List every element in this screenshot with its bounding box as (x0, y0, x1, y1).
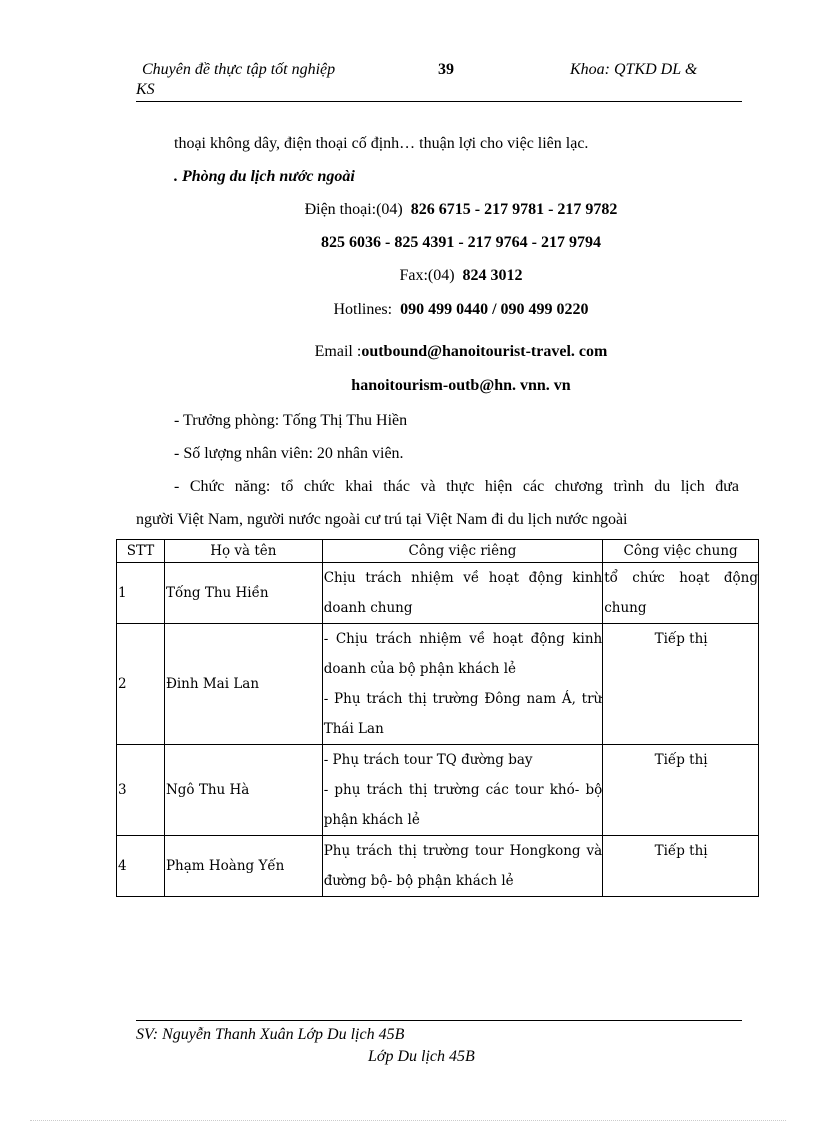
manager-line: - Trưởng phòng: Tống Thị Thu Hiền (174, 412, 408, 429)
hotline-line (136, 299, 786, 321)
cell-own-work: - Phụ trách tour TQ đường bay - phụ trách thị trường các tour khó- bộ phận khách lẻ (322, 745, 603, 836)
col-header-name: Họ và tên (164, 540, 322, 563)
section-title: . Phòng du lịch nước ngoài (174, 168, 355, 185)
function-line-1: - Chức năng: tổ chức khai thác và thực hiện các chương trình du lịch đưa (174, 478, 739, 495)
email-1: outbound@hanoitourist-travel. com (361, 343, 608, 360)
cell-name: Tống Thu Hiền (164, 563, 322, 624)
paragraph-line: thoại không dây, điện thoại cố định… thuận lợi cho việc liên lạc. (174, 135, 589, 152)
phone-line-1 (136, 199, 786, 221)
cell-common-work: Tiếp thị (603, 624, 759, 745)
cell-stt: 4 (117, 836, 165, 897)
cell-own-work: Chịu trách nhiệm về hoạt động kinh doanh chung (322, 563, 603, 624)
cell-name: Đinh Mai Lan (164, 624, 322, 745)
fax-line (136, 265, 786, 287)
footer-student: SV: Nguyễn Thanh Xuân Lớp Du lịch 45B (136, 1026, 405, 1043)
phone-line-2 (136, 232, 786, 254)
table-row (117, 836, 759, 897)
header-title: Chuyên đề thực tập tốt nghiệp (142, 61, 336, 78)
phone-numbers-2: 825 6036 - 825 4391 - 217 9764 - 217 9794 (321, 234, 601, 251)
phone-label: Điện thoại:(04) (304, 201, 403, 218)
col-header-own-work: Công việc riêng (322, 540, 603, 563)
table-row (117, 624, 759, 745)
footer-class: Lớp Du lịch 45B (368, 1048, 475, 1065)
header-faculty: Khoa: QTKD DL & (570, 61, 698, 78)
fax-label: Fax:(04) (399, 267, 455, 284)
cell-stt: 1 (117, 563, 165, 624)
header-divider (136, 101, 742, 102)
footer-divider (136, 1020, 742, 1021)
cell-common-work: Tiếp thị (603, 836, 759, 897)
email-line-2 (136, 375, 786, 397)
page-number: 39 (438, 61, 454, 78)
cell-common-work: Tiếp thị (603, 745, 759, 836)
cell-stt: 2 (117, 624, 165, 745)
staff-table (116, 539, 759, 897)
email-line-1 (136, 341, 786, 363)
cell-name: Phạm Hoàng Yến (164, 836, 322, 897)
hotline-label: Hotlines: (333, 301, 393, 318)
cell-stt: 3 (117, 745, 165, 836)
table-row (117, 563, 759, 624)
header-faculty-cont: KS (136, 81, 155, 98)
col-header-stt: STT (117, 540, 165, 563)
table-header-row (117, 540, 759, 563)
phone-numbers-1: 826 6715 - 217 9781 - 217 9782 (410, 201, 618, 218)
cell-name: Ngô Thu Hà (164, 745, 322, 836)
email-label: Email : (314, 343, 362, 360)
hotline-numbers: 090 499 0440 / 090 499 0220 (400, 301, 589, 318)
page-bottom-edge (30, 1120, 786, 1121)
table-row (117, 745, 759, 836)
cell-common-work: tổ chức hoạt động chung (603, 563, 759, 624)
cell-own-work: Phụ trách thị trường tour Hongkong và đường bộ- bộ phận khách lẻ (322, 836, 603, 897)
function-line-2: người Việt Nam, người nước ngoài cư trú tại Việt Nam đi du lịch nước ngoài (136, 511, 628, 528)
staff-count-line: - Số lượng nhân viên: 20 nhân viên. (174, 445, 404, 462)
cell-own-work: - Chịu trách nhiệm về hoạt động kinh doanh của bộ phận khách lẻ - Phụ trách thị trường Đông nam Á, trừ Thái Lan (322, 624, 603, 745)
email-2: hanoitourism-outb@hn. vnn. vn (351, 377, 571, 394)
col-header-common-work: Công việc chung (603, 540, 759, 563)
fax-number: 824 3012 (462, 267, 523, 284)
